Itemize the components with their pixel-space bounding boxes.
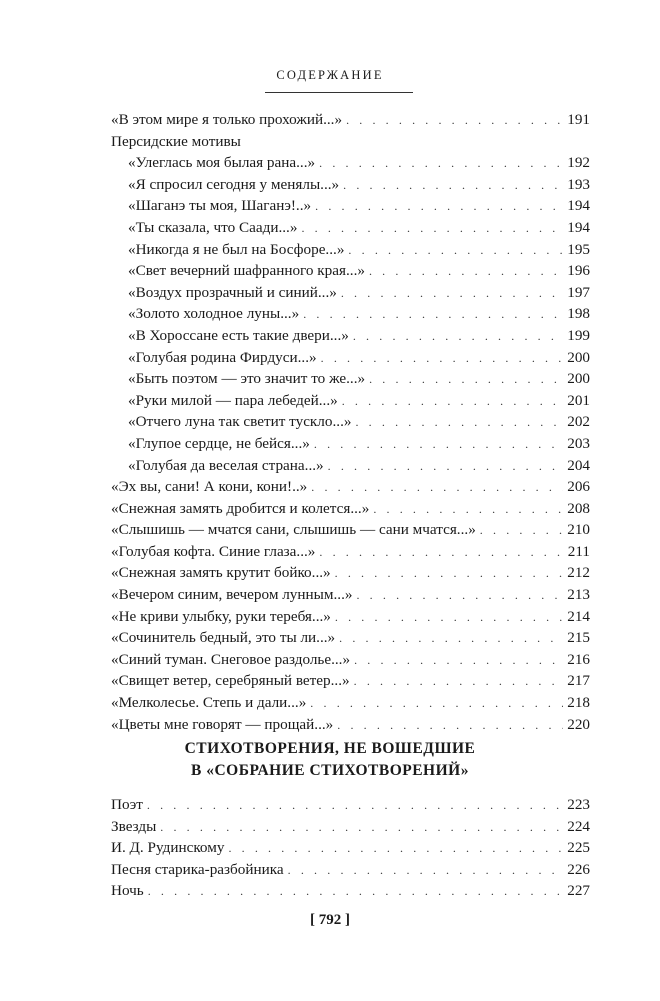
toc-entry-title: «Цветы мне говорят — прощай...» bbox=[111, 715, 334, 733]
dot-leader bbox=[303, 304, 563, 326]
toc-entry-title: «Улеглась моя былая рана...» bbox=[128, 154, 316, 172]
toc-entry bbox=[111, 347, 590, 369]
toc-entry bbox=[111, 649, 590, 671]
toc-entry-page: 196 bbox=[567, 262, 590, 280]
toc-entry bbox=[111, 794, 590, 816]
toc-entry bbox=[111, 816, 590, 838]
toc-entry-title: «Отчего луна так светит тускло...» bbox=[128, 413, 352, 431]
toc-entry-page: 200 bbox=[567, 370, 590, 388]
dot-leader bbox=[356, 585, 563, 607]
dot-leader bbox=[228, 838, 563, 860]
toc-entry-page: 201 bbox=[567, 391, 590, 409]
toc-entry-title: «Слышишь — мчатся сани, слышишь — сани мчатся...» bbox=[111, 521, 476, 539]
dot-leader bbox=[369, 369, 563, 391]
toc-list-uncollected bbox=[111, 794, 590, 902]
toc-entry-page: 223 bbox=[567, 796, 590, 813]
dot-leader bbox=[335, 563, 564, 585]
toc-entry bbox=[111, 174, 590, 196]
toc-entry-title: Песня старика-разбойника bbox=[111, 860, 284, 878]
toc-entry bbox=[111, 368, 590, 390]
toc-entry-page: 214 bbox=[567, 607, 590, 625]
dot-leader bbox=[342, 391, 563, 413]
toc-entry-title: «Воздух прозрачный и синий...» bbox=[128, 283, 337, 301]
toc-group-heading bbox=[111, 131, 590, 153]
toc-entry bbox=[111, 837, 590, 859]
toc-entry-title: «Снежная замять крутит бойко...» bbox=[111, 564, 331, 582]
dot-leader bbox=[328, 456, 564, 478]
toc-entry-title: «Никогда я не был на Босфоре...» bbox=[128, 240, 345, 258]
toc-entry-page: 216 bbox=[567, 650, 590, 668]
toc-entry bbox=[111, 433, 590, 455]
toc-entry-title: «Голубая кофта. Синие глаза...» bbox=[111, 542, 316, 560]
toc-list-main bbox=[111, 109, 590, 735]
toc-entry bbox=[111, 390, 590, 412]
dot-leader bbox=[319, 153, 563, 175]
toc-entry-page: 220 bbox=[567, 715, 590, 733]
section-heading-line-2: В «СОБРАНИЕ СТИХОТВОРЕНИЙ» bbox=[191, 762, 469, 779]
toc-entry-title: «В Хороссане есть такие двери...» bbox=[128, 326, 349, 344]
dot-leader bbox=[160, 817, 563, 839]
toc-entry bbox=[111, 541, 590, 563]
dot-leader bbox=[341, 283, 563, 305]
toc-entry-title: «Свет вечерний шафранного края...» bbox=[128, 262, 365, 280]
toc-entry-page: 217 bbox=[567, 672, 590, 690]
toc-entry-page: 194 bbox=[567, 197, 590, 215]
toc-entry-page: 193 bbox=[567, 175, 590, 193]
toc-entry bbox=[111, 519, 590, 541]
toc-entry-page: 203 bbox=[567, 434, 590, 452]
dot-leader bbox=[354, 650, 563, 672]
dot-leader bbox=[288, 860, 564, 882]
toc-entry-title: «Быть поэтом — это значит то же...» bbox=[128, 370, 366, 388]
toc-entry bbox=[111, 880, 590, 902]
dot-leader bbox=[147, 795, 563, 817]
section-heading bbox=[0, 738, 660, 782]
toc-entry-title: «Я спросил сегодня у менялы...» bbox=[128, 175, 340, 193]
dot-leader bbox=[480, 520, 563, 542]
toc-entry-page: 195 bbox=[567, 240, 590, 258]
toc-entry bbox=[111, 217, 590, 239]
toc-entry bbox=[111, 325, 590, 347]
toc-entry-page: 211 bbox=[567, 542, 590, 560]
toc-entry bbox=[111, 195, 590, 217]
dot-leader bbox=[348, 240, 563, 262]
toc-entry-page: 215 bbox=[567, 629, 590, 647]
toc-entry-page: 227 bbox=[567, 882, 590, 900]
toc-entry bbox=[111, 562, 590, 584]
toc-entry bbox=[111, 260, 590, 282]
toc-entry-page: 191 bbox=[567, 111, 590, 128]
toc-entry-title: «В этом мире я только прохожий...» bbox=[111, 111, 343, 128]
dot-leader bbox=[301, 218, 563, 240]
toc-entry-page: 210 bbox=[567, 521, 590, 539]
toc-entry-page: 198 bbox=[567, 305, 590, 323]
toc-entry bbox=[111, 606, 590, 628]
toc-entry-title: Ночь bbox=[111, 882, 144, 900]
dot-leader bbox=[339, 628, 563, 650]
dot-leader bbox=[373, 499, 563, 521]
toc-entry bbox=[111, 411, 590, 433]
toc-entry-title: «Шаганэ ты моя, Шаганэ!..» bbox=[128, 197, 312, 215]
toc-entry-page: 194 bbox=[567, 218, 590, 236]
toc-entry bbox=[111, 152, 590, 174]
toc-entry-title: «Голубая родина Фирдуси...» bbox=[128, 348, 317, 366]
dot-leader bbox=[319, 542, 563, 564]
toc-entry-title: Поэт bbox=[111, 796, 143, 813]
toc-entry-page: 202 bbox=[567, 413, 590, 431]
dot-leader bbox=[311, 477, 563, 499]
dot-leader bbox=[337, 715, 563, 737]
toc-entry bbox=[111, 859, 590, 881]
page-number: [ 792 ] bbox=[310, 912, 350, 928]
dot-leader bbox=[369, 261, 563, 283]
toc-entry-title: «Руки милой — пара лебедей...» bbox=[128, 391, 338, 409]
toc-entry-title: «Голубая да веселая страна...» bbox=[128, 456, 324, 474]
toc-entry-title: «Снежная замять дробится и колется...» bbox=[111, 499, 370, 517]
toc-entry-title: Звезды bbox=[111, 817, 157, 835]
toc-entry-title: «Сочинитель бедный, это ты ли...» bbox=[111, 629, 336, 647]
toc-entry bbox=[111, 455, 590, 477]
running-head-rule bbox=[265, 92, 413, 93]
toc-entry-title: «Ты сказала, что Саади...» bbox=[128, 218, 298, 236]
toc-entry-page: 200 bbox=[567, 348, 590, 366]
toc-entry-title: «Глупое сердце, не бейся...» bbox=[128, 434, 310, 452]
toc-entry-title: Персидские мотивы bbox=[111, 132, 241, 150]
toc-entry bbox=[111, 627, 590, 649]
toc-entry bbox=[111, 282, 590, 304]
toc-entry-title: «Не криви улыбку, руки теребя...» bbox=[111, 607, 331, 625]
dot-leader bbox=[335, 607, 563, 629]
toc-entry-page: 199 bbox=[567, 326, 590, 344]
toc-entry bbox=[111, 239, 590, 261]
dot-leader bbox=[354, 671, 564, 693]
toc-entry-page: 206 bbox=[567, 478, 590, 496]
toc-entry-title: «Синий туман. Снеговое раздолье...» bbox=[111, 650, 351, 668]
dot-leader bbox=[148, 881, 563, 903]
toc-entry bbox=[111, 498, 590, 520]
dot-leader bbox=[346, 110, 563, 132]
toc-entry-page: 224 bbox=[567, 817, 590, 835]
toc-entry bbox=[111, 109, 590, 131]
toc-entry bbox=[111, 714, 590, 736]
dot-leader bbox=[343, 175, 563, 197]
toc-entry-page: 204 bbox=[567, 456, 590, 474]
toc-entry-title: «Эх вы, сани! А кони, кони!..» bbox=[111, 478, 308, 496]
toc-entry-page: 212 bbox=[567, 564, 590, 582]
toc-entry-page: 218 bbox=[567, 694, 590, 712]
toc-entry-title: «Свищет ветер, серебряный ветер...» bbox=[111, 672, 350, 690]
dot-leader bbox=[315, 196, 563, 218]
toc-entry-page: 208 bbox=[567, 499, 590, 517]
toc-entry bbox=[111, 584, 590, 606]
dot-leader bbox=[355, 412, 563, 434]
dot-leader bbox=[314, 434, 563, 456]
toc-entry-title: «Вечером синим, вечером лунным...» bbox=[111, 586, 353, 604]
toc-entry bbox=[111, 670, 590, 692]
toc-entry bbox=[111, 476, 590, 498]
toc-entry-page: 213 bbox=[567, 586, 590, 604]
toc-entry-page: 225 bbox=[567, 839, 590, 857]
toc-entry bbox=[111, 303, 590, 325]
section-heading-line-1: СТИХОТВОРЕНИЯ, НЕ ВОШЕДШИЕ bbox=[184, 740, 476, 757]
toc-entry bbox=[111, 692, 590, 714]
dot-leader bbox=[321, 348, 564, 370]
running-head: СОДЕРЖАНИЕ bbox=[276, 68, 384, 82]
toc-entry-page: 226 bbox=[567, 860, 590, 878]
dot-leader bbox=[353, 326, 563, 348]
toc-entry-title: «Золото холодное луны...» bbox=[128, 305, 300, 323]
toc-entry-page: 197 bbox=[567, 283, 590, 301]
toc-entry-page: 192 bbox=[567, 154, 590, 172]
toc-entry-title: «Мелколесье. Степь и дали...» bbox=[111, 694, 307, 712]
dot-leader bbox=[310, 693, 563, 715]
toc-entry-title: И. Д. Рудинскому bbox=[111, 839, 225, 857]
